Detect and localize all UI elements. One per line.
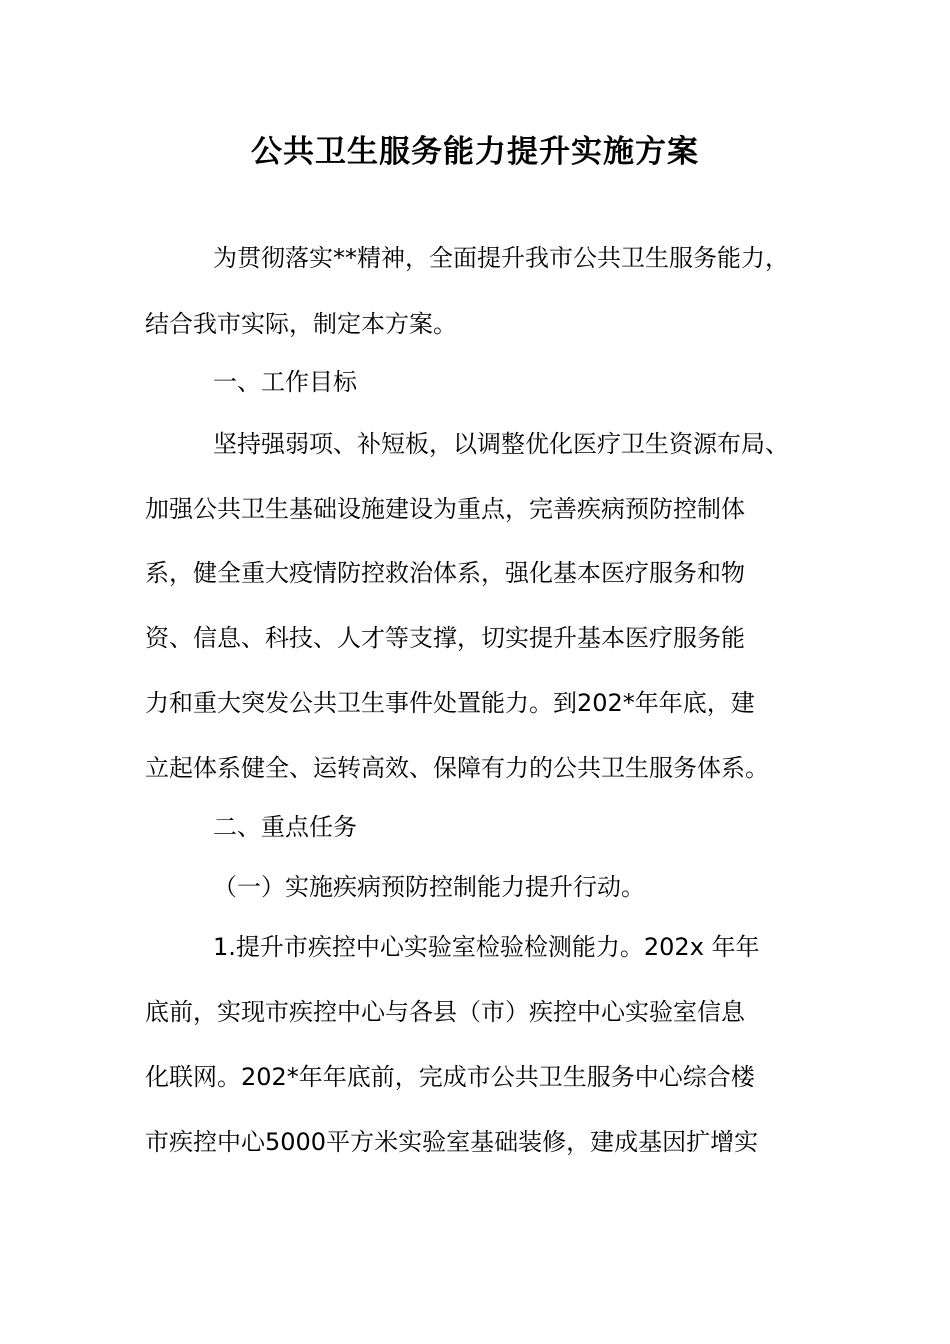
paragraph-line: 立起体系健全、运转高效、保障有力的公共卫生服务体系。 — [145, 754, 769, 782]
paragraph-line: 力和重大突发公共卫生事件处置能力。到202*年年底，建 — [145, 689, 755, 717]
subsection-heading: （一）实施疾病预防控制能力提升行动。 — [213, 873, 645, 901]
paragraph-line: 化联网。202*年年底前，完成市公共卫生服务中心综合楼 — [145, 1063, 755, 1091]
paragraph-line: 底前，实现市疾控中心与各县（市）疾控中心实验室信息 — [145, 998, 745, 1026]
paragraph-line: 资、信息、科技、人才等支撑，切实提升基本医疗服务能 — [145, 624, 745, 652]
section-heading-tasks: 二、重点任务 — [213, 813, 357, 841]
paragraph-line: 系，健全重大疫情防控救治体系，强化基本医疗服务和物 — [145, 559, 745, 587]
paragraph-line: 坚持强弱项、补短板，以调整优化医疗卫生资源布局、 — [213, 430, 789, 458]
paragraph-line: 1.提升市疾控中心实验室检验检测能力。202x 年年 — [213, 933, 760, 961]
paragraph-line: 加强公共卫生基础设施建设为重点，完善疾病预防控制体 — [145, 495, 745, 523]
paragraph-line: 结合我市实际，制定本方案。 — [145, 310, 457, 338]
section-heading-goals: 一、工作目标 — [213, 368, 357, 396]
paragraph-line: 市疾控中心5000平方米实验室基础装修，建成基因扩增实 — [145, 1128, 759, 1156]
document-title: 公共卫生服务能力提升实施方案 — [251, 134, 699, 170]
paragraph-line: 为贯彻落实**精神，全面提升我市公共卫生服务能力， — [213, 244, 789, 272]
